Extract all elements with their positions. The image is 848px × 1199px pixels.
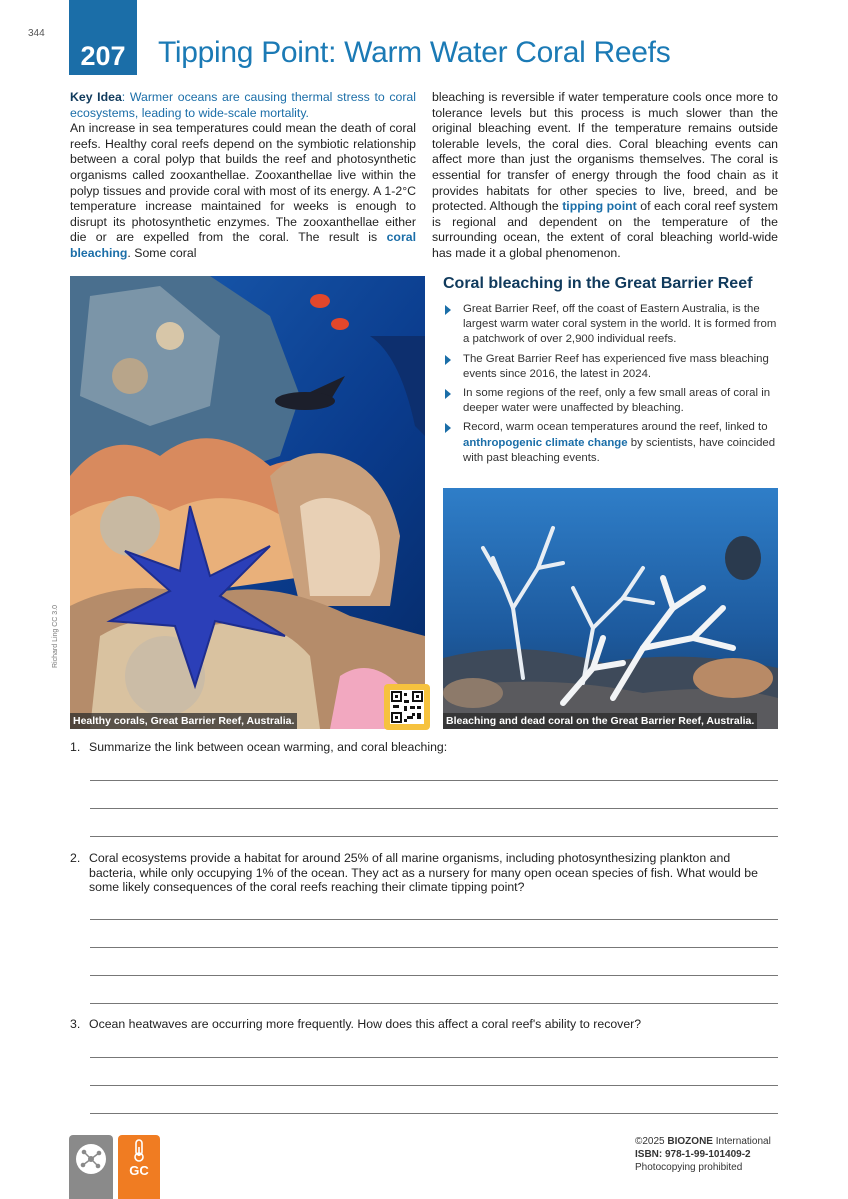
page-number: 344 — [28, 28, 45, 39]
intro-text-2: bleaching is reversible if water temperature cools once more to tolerance levels but this process is much slower than the original bleaching event. If the temperature remains outside tolerable levels, the coral dies. Coral bleaching events can affect more than just the organisms themselves. The coral is essential for transfer of energy through the food chain as it provides habitats for other species to live, breed, and be protected. Although the — [432, 90, 778, 214]
answer-line[interactable] — [90, 1113, 778, 1114]
answer-line[interactable] — [90, 836, 778, 837]
copyright-line — [635, 1135, 771, 1148]
bullet-item — [443, 386, 783, 416]
intro-text-1: An increase in sea temperatures could mean the death of coral reefs. Healthy coral reefs depend on the symbiotic relationship between a coral polyp that builds the reef and photosynthetic organisms called zooxanthellae. Zooxanthellae live within the polyp tissues and provide coral with most of its energy. A 1-2°C temperature increase maintained for weeks is enough to disrupt its photosynthetic enzymes. The zooxanthellae either die or are expelled from the coral. The result is — [70, 121, 416, 245]
intro-text-2a: . Some coral — [127, 245, 197, 260]
bullet-arrow-icon — [445, 305, 451, 315]
question-text: Summarize the link between ocean warming, and coral bleaching: — [89, 740, 448, 754]
healthy-coral-photo — [70, 276, 425, 729]
answer-line[interactable] — [90, 1057, 778, 1058]
bullet-text: The Great Barrier Reef has experienced five mass bleaching events since 2016, the latest in 2024. — [463, 352, 769, 380]
copyright-suffix: International — [712, 1136, 771, 1147]
healthy-coral-illustration — [70, 276, 425, 729]
activity-number: 207 — [80, 41, 126, 71]
answer-line[interactable] — [90, 947, 778, 948]
term-anthropogenic-climate-change: anthropogenic climate change — [463, 436, 628, 449]
question-3 — [70, 1017, 778, 1032]
bleached-coral-illustration — [443, 488, 778, 729]
key-idea — [70, 90, 416, 121]
question-2 — [70, 851, 778, 895]
term-tipping-point: tipping point — [562, 199, 637, 214]
answer-line[interactable] — [90, 919, 778, 920]
term-coral-bleaching: coral bleaching — [70, 230, 416, 260]
photo-credit: Richard Ling CC 3.0 — [52, 604, 59, 668]
answer-line[interactable] — [90, 1085, 778, 1086]
gc-tab-label: GC — [129, 1163, 149, 1178]
answer-line[interactable] — [90, 780, 778, 781]
isbn: ISBN: 978-1-99-101409-2 — [635, 1149, 751, 1160]
activity-number-badge — [69, 0, 137, 75]
bullet-text: In some regions of the reef, only a few small areas of coral in deeper water were unaffected by bleaching. — [463, 387, 771, 415]
question-text: Coral ecosystems provide a habitat for around 25% of all marine organisms, including photosynthesizing plankton and bacteria, while only occupying 1% of the ocean. They act as a nursery for many open ocean species of fish. What would be some likely consequences of the coral reefs reaching their climate tipping point? — [89, 851, 758, 894]
copyright-prefix: ©2025 — [635, 1136, 668, 1147]
gc-tab[interactable] — [118, 1135, 160, 1199]
answer-line[interactable] — [90, 808, 778, 809]
thermometer-icon — [118, 1135, 160, 1163]
qr-code-icon[interactable] — [384, 684, 430, 730]
question-number: 2. — [70, 851, 81, 865]
bullet-item — [443, 302, 783, 348]
network-icon — [69, 1135, 113, 1185]
key-idea-text: : Warmer oceans are causing thermal stress to coral ecosystems, leading to wide-scale mortality. — [70, 90, 416, 120]
question-number: 1. — [70, 740, 81, 754]
question-number: 3. — [70, 1017, 81, 1031]
bullet-item — [443, 420, 783, 466]
answer-line[interactable] — [90, 1003, 778, 1004]
bullet-item — [443, 352, 783, 382]
healthy-coral-caption: Healthy corals, Great Barrier Reef, Australia. — [70, 713, 297, 729]
key-idea-label: Key Idea — [70, 90, 122, 104]
photocopy-notice: Photocopying prohibited — [635, 1162, 743, 1173]
page-title: Tipping Point: Warm Water Coral Reefs — [158, 36, 671, 69]
bleached-coral-caption: Bleaching and dead coral on the Great Barrier Reef, Australia. — [443, 713, 757, 729]
bullet-arrow-icon — [445, 423, 451, 433]
bullet-arrow-icon — [445, 389, 451, 399]
intro-paragraph-continued — [432, 90, 778, 262]
intro-text-3: of each coral reef system is regional and dependent on the temperature of the surrounding ocean, the extent of coral bleaching world-wide has made it a global phenomenon. — [432, 199, 779, 260]
intro-paragraph — [70, 121, 416, 261]
bullet-arrow-icon — [445, 355, 451, 365]
question-1 — [70, 740, 778, 755]
sidebar-bullet-list — [443, 302, 783, 470]
bullet-text: Record, warm ocean temperatures around the reef, linked to — [463, 421, 768, 434]
concept-tab[interactable] — [69, 1135, 113, 1199]
text-column-left — [70, 90, 416, 262]
answer-line[interactable] — [90, 975, 778, 976]
bullet-text: by scientists, have coincided with past bleaching events. — [463, 436, 776, 464]
bullet-text: Great Barrier Reef, off the coast of Eastern Australia, is the largest warm water coral system in the world. It is formed from a patchwork of over 2,900 individual reefs. — [463, 303, 777, 346]
text-column-right — [432, 90, 778, 262]
brand-name: BIOZONE — [667, 1136, 713, 1147]
bleached-coral-photo — [443, 488, 778, 729]
footer-info — [635, 1135, 771, 1174]
sidebar-title: Coral bleaching in the Great Barrier Reef — [443, 275, 753, 292]
question-text: Ocean heatwaves are occurring more frequently. How does this affect a coral reef's ability to recover? — [89, 1017, 642, 1031]
